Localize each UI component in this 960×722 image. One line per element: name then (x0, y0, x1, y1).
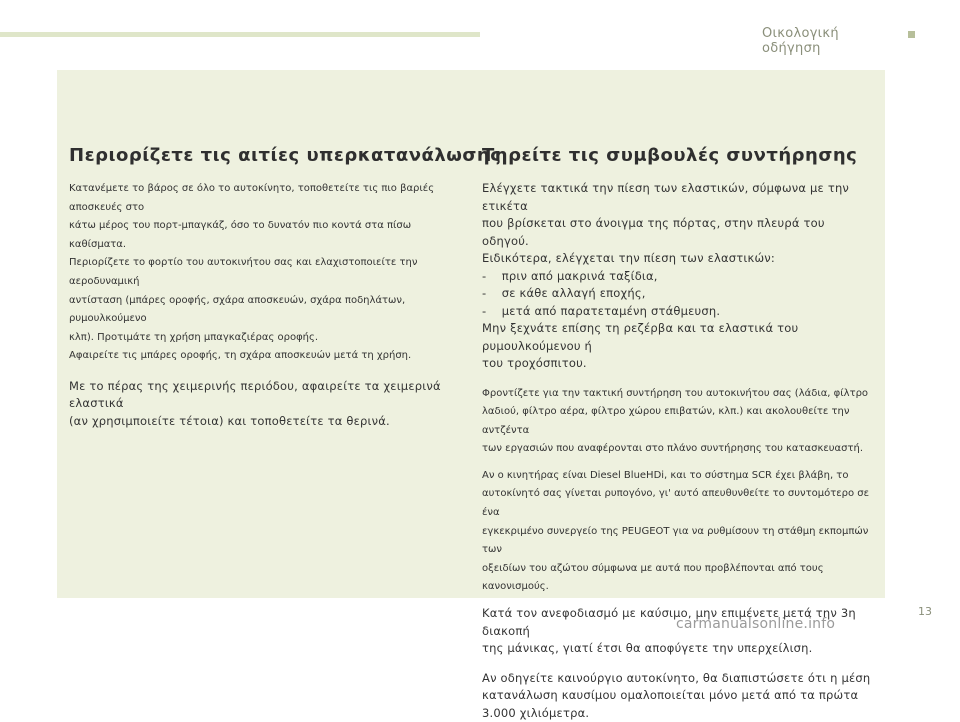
list-item: - πριν από μακρινά ταξίδια, (482, 268, 658, 283)
text-line: Με το πέρας της χειμερινής περιόδου, αφαιρείτε τα χειμερινά ελαστικά (69, 378, 441, 411)
text-line: Αν ο κινητήρας είναι Diesel BlueHDi, και το σύστημα SCR έχει βλάβη, το (482, 469, 849, 481)
header-accent-bar (0, 32, 480, 37)
text-line: κλπ). Προτιμάτε τη χρήση μπαγκαζιέρας οροφής. (69, 331, 319, 343)
left-heading: Περιορίζετε τις αιτίες υπερκατανάλωσης (69, 145, 502, 166)
text-line: Κατανέμετε το βάρος σε όλο το αυτοκίνητο, τοποθετείτε τις πιο βαριές αποσκευές στο (69, 183, 435, 213)
text-line: οξειδίων του αζώτου σύμφωνα με αυτά που προβλέπονται από τους κανονισμούς. (482, 562, 824, 593)
text-line: της μάνικας, γιατί έτσι θα αποφύγετε την υπερχείλιση. (482, 641, 813, 656)
left-paragraph-weight (69, 180, 465, 366)
text-line: (αν χρησιμποιείτε τέτοια) και τοποθετείτε τα θερινά. (69, 413, 390, 428)
right-paragraph-tyre-pressure (482, 180, 872, 373)
page-number: 13 (918, 605, 932, 618)
text-line: Κατά τον ανεφοδιασμό με καύσιμο, μην επιμένετε μετά την 3η διακοπή (482, 606, 856, 638)
text-line: Αν οδηγείτε καινούργιο αυτοκίνητο, θα διαπιστώσετε ότι η μέση (482, 670, 871, 685)
chapter-title: Οικολογική οδήγηση (762, 26, 839, 56)
text-line: λαδιού, φίλτρο αέρα, φίλτρο χώρου επιβατών, κλπ.) και ακολουθείτε την αντζέντα (482, 406, 850, 436)
text-line: κάτω μέρος του πορτ-μπαγκάζ, όσο το δυνατόν πιο κοντά στα πίσω καθίσματα. (69, 220, 412, 250)
text-line: Περιορίζετε το φορτίο του αυτοκινήτου σας και ελαχιστοποιείτε την αεροδυναμική (69, 257, 418, 287)
right-paragraph-scr (482, 467, 872, 597)
right-paragraph-maintenance (482, 385, 872, 459)
text-line: Αφαιρείτε τις μπάρες οροφής, τη σχάρα αποσκευών μετά τη χρήση. (69, 350, 412, 362)
text-line: που βρίσκεται στο άνοιγμα της πόρτας, στην πλευρά του οδηγού. (482, 216, 825, 248)
text-line: του τροχόσπιτου. (482, 356, 587, 370)
text-line: κατανάλωση καυσίμου ομαλοποιείται μόνο μετά από τα πρώτα (482, 688, 859, 703)
right-heading: Τηρείτε τις συμβουλές συντήρησης (482, 145, 858, 166)
right-column (482, 145, 872, 722)
list-item: - μετά από παρατεταμένη στάθμευση. (482, 303, 721, 318)
text-line: Ελέγχετε τακτικά την πίεση των ελαστικών, σύμφωνα με την ετικέτα (482, 181, 850, 213)
text-line: αυτοκίνητό σας γίνεται ρυπογόνο, γι' αυτό απευθυνθείτε το συντομότερο σε ένα (482, 488, 870, 519)
list-item: - σε κάθε αλλαγή εποχής, (482, 286, 646, 300)
text-line: αντίσταση (μπάρες οροφής, σχάρα αποσκευών, σχάρα ποδηλάτων, ρυμουλκούμενο (69, 294, 406, 325)
text-line: των εργασιών που αναφέρονται στο πλάνο συντήρησης του κατασκευαστή. (482, 443, 864, 455)
text-line: Φροντίζετε για την τακτική συντήρηση του αυτοκινήτου σας (λάδια, φίλτρο (482, 387, 869, 399)
right-paragraph-new-car (482, 670, 872, 722)
chapter-marker-square (908, 31, 915, 38)
text-line: 3.000 χιλιόμετρα. (482, 705, 590, 720)
text-line: εγκεκριμένο συνεργείο της PEUGEOT για να ρυθμίσουν τη στάθμη εκπομπών των (482, 525, 869, 556)
left-paragraph-winter-tyres (69, 378, 465, 431)
left-column (69, 145, 502, 430)
text-line: Μην ξεχνάτε επίσης τη ρεζέρβα και τα ελαστικά του ρυμουλκούμενου ή (482, 321, 799, 353)
watermark-text: carmanualsonline.info (676, 616, 836, 632)
text-line: Ειδικότερα, ελέγχεται την πίεση των ελαστικών: (482, 251, 775, 265)
